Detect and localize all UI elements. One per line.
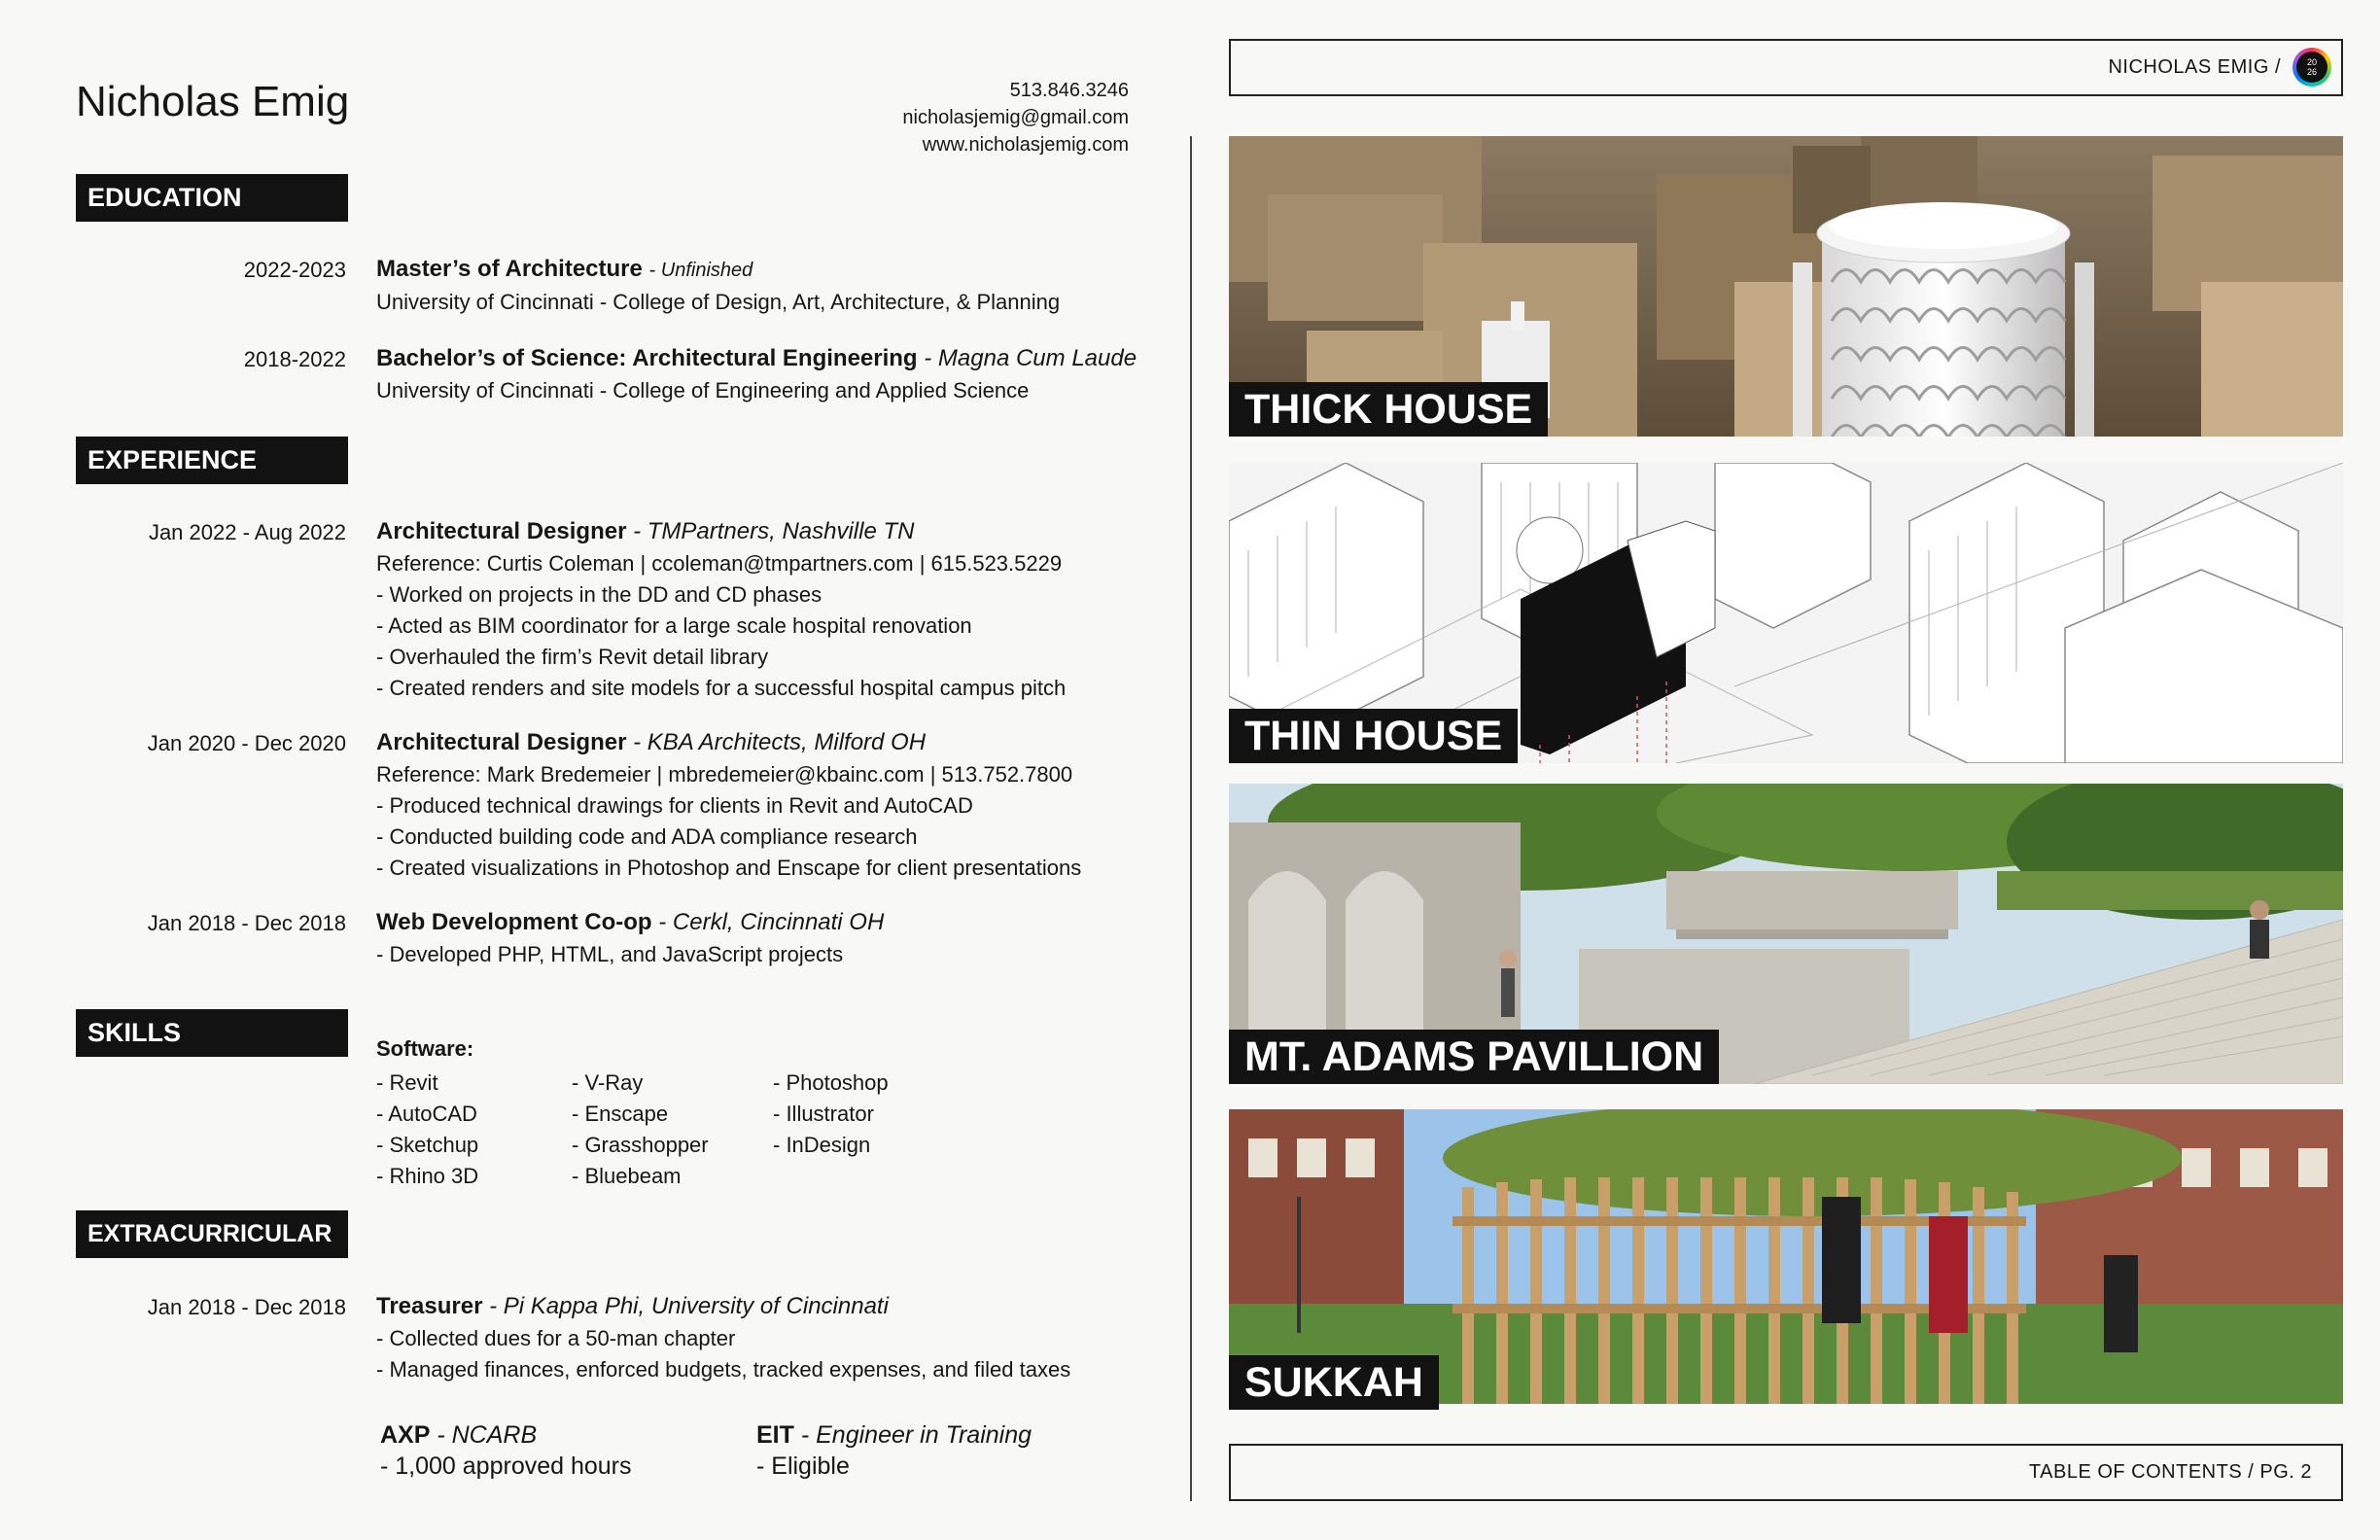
skill-item: - InDesign	[773, 1133, 871, 1157]
experience-bullet: - Produced technical drawings for clients in Revit and AutoCAD	[376, 793, 973, 818]
education-entry	[376, 253, 1060, 318]
experience-company: - KBA Architects, Milford OH	[633, 729, 927, 755]
section-education-heading: EDUCATION	[76, 174, 348, 222]
experience-entry	[376, 515, 1066, 704]
resume-name: Nicholas Emig	[76, 78, 350, 125]
experience-bullet: - Worked on projects in the DD and CD phases	[376, 582, 822, 607]
certification-axp	[380, 1419, 632, 1482]
project-label: SUKKAH	[1229, 1355, 1439, 1410]
education-degree: Master’s of Architecture	[376, 256, 643, 282]
experience-bullet: - Acted as BIM coordinator for a large scale hospital renovation	[376, 613, 972, 638]
education-school: University of Cincinnati - College of Design, Art, Architecture, & Planning	[376, 290, 1061, 314]
logo-text-top: 20	[2306, 57, 2317, 67]
contact-website[interactable]: www.nicholasjemig.com	[922, 134, 1129, 156]
extracurricular-bullet: - Collected dues for a 50-man chapter	[376, 1326, 736, 1350]
experience-bullet: - Overhauled the firm’s Revit detail library	[376, 645, 769, 669]
experience-entry	[376, 906, 884, 970]
experience-bullet: - Created visualizations in Photoshop and Enscape for client presentations	[376, 856, 1082, 880]
project-label: THIN HOUSE	[1229, 709, 1518, 763]
project-card-thick-house[interactable]	[1229, 136, 2343, 437]
certification-issuer: - Engineer in Training	[800, 1421, 1032, 1449]
extracurricular-entry	[376, 1290, 1070, 1385]
certification-eit	[756, 1419, 1032, 1482]
project-label: THICK HOUSE	[1229, 382, 1548, 437]
skill-item: - Revit	[376, 1070, 438, 1095]
skill-item: - Bluebeam	[572, 1164, 682, 1188]
project-label: MT. ADAMS PAVILLION	[1229, 1030, 1719, 1084]
portfolio-header	[1229, 39, 2343, 96]
portfolio-header-title: NICHOLAS EMIG /	[2108, 56, 2281, 78]
project-card-mt-adams-pavillion[interactable]	[1229, 784, 2343, 1084]
experience-role: Web Development Co-op	[376, 909, 652, 935]
skill-item: - AutoCAD	[376, 1102, 477, 1126]
education-note: - Unfinished	[648, 260, 753, 281]
extracurricular-role: Treasurer	[376, 1293, 483, 1319]
skills-column	[572, 1068, 709, 1192]
skill-item: - Enscape	[572, 1102, 669, 1126]
education-dates: 2022-2023	[243, 258, 346, 282]
skill-item: - Photoshop	[773, 1070, 889, 1095]
section-experience-heading: EXPERIENCE	[76, 437, 348, 484]
skill-item: - Rhino 3D	[376, 1164, 479, 1188]
skills-heading: Software:	[376, 1036, 474, 1061]
section-extracurricular-heading: EXTRACURRICULAR	[76, 1210, 348, 1258]
experience-bullet: - Conducted building code and ADA compliance research	[376, 824, 918, 849]
experience-reference: Reference: Curtis Coleman | ccoleman@tmpartners.com | 615.523.5229	[376, 551, 1063, 576]
extracurricular-org: - Pi Kappa Phi, University of Cincinnati	[489, 1293, 889, 1319]
certification-detail: - 1,000 approved hours	[380, 1452, 632, 1480]
page-divider	[1190, 136, 1192, 1501]
experience-bullet: - Created renders and site models for a successful hospital campus pitch	[376, 676, 1067, 700]
skills-column	[376, 1068, 478, 1192]
certification-issuer: - NCARB	[437, 1421, 538, 1449]
skills-column	[773, 1068, 889, 1161]
education-dates: 2018-2022	[243, 347, 346, 371]
experience-bullet: - Developed PHP, HTML, and JavaScript projects	[376, 942, 844, 966]
experience-dates: Jan 2018 - Dec 2018	[147, 911, 346, 935]
skill-item: - Illustrator	[773, 1102, 874, 1126]
experience-dates: Jan 2022 - Aug 2022	[148, 520, 346, 544]
certification-detail: - Eligible	[756, 1452, 850, 1480]
extracurricular-dates: Jan 2018 - Dec 2018	[147, 1295, 346, 1319]
skill-item: - V-Ray	[572, 1070, 644, 1095]
education-entry	[376, 342, 1137, 406]
contact-email[interactable]: nicholasjemig@gmail.com	[902, 107, 1129, 128]
skill-item: - Sketchup	[376, 1133, 479, 1157]
experience-entry	[376, 726, 1081, 884]
project-card-sukkah[interactable]	[1229, 1109, 2343, 1410]
education-note: - Magna Cum Laude	[924, 345, 1138, 371]
experience-dates: Jan 2020 - Dec 2020	[147, 731, 346, 755]
page-indicator: TABLE OF CONTENTS / PG. 2	[2028, 1461, 2312, 1483]
experience-reference: Reference: Mark Bredemeier | mbredemeier@kbainc.com | 513.752.7800	[376, 762, 1073, 787]
contact-block	[902, 77, 1129, 158]
contact-phone[interactable]: 513.846.3246	[1009, 80, 1129, 101]
experience-company: - Cerkl, Cincinnati OH	[658, 909, 885, 935]
experience-company: - TMPartners, Nashville TN	[633, 518, 915, 544]
section-skills-heading: SKILLS	[76, 1009, 348, 1057]
portfolio-footer	[1229, 1444, 2343, 1501]
logo-badge-icon	[2292, 48, 2331, 87]
skill-item: - Grasshopper	[572, 1133, 709, 1157]
certification-name: AXP	[380, 1421, 431, 1449]
education-degree: Bachelor’s of Science: Architectural Engineering	[376, 345, 918, 371]
experience-role: Architectural Designer	[376, 518, 627, 544]
project-card-thin-house[interactable]	[1229, 463, 2343, 763]
logo-text-bottom: 26	[2306, 67, 2317, 77]
experience-role: Architectural Designer	[376, 729, 627, 755]
extracurricular-bullet: - Managed finances, enforced budgets, tracked expenses, and filed taxes	[376, 1357, 1071, 1382]
certification-name: EIT	[756, 1421, 794, 1449]
education-school: University of Cincinnati - College of Engineering and Applied Science	[376, 378, 1030, 402]
